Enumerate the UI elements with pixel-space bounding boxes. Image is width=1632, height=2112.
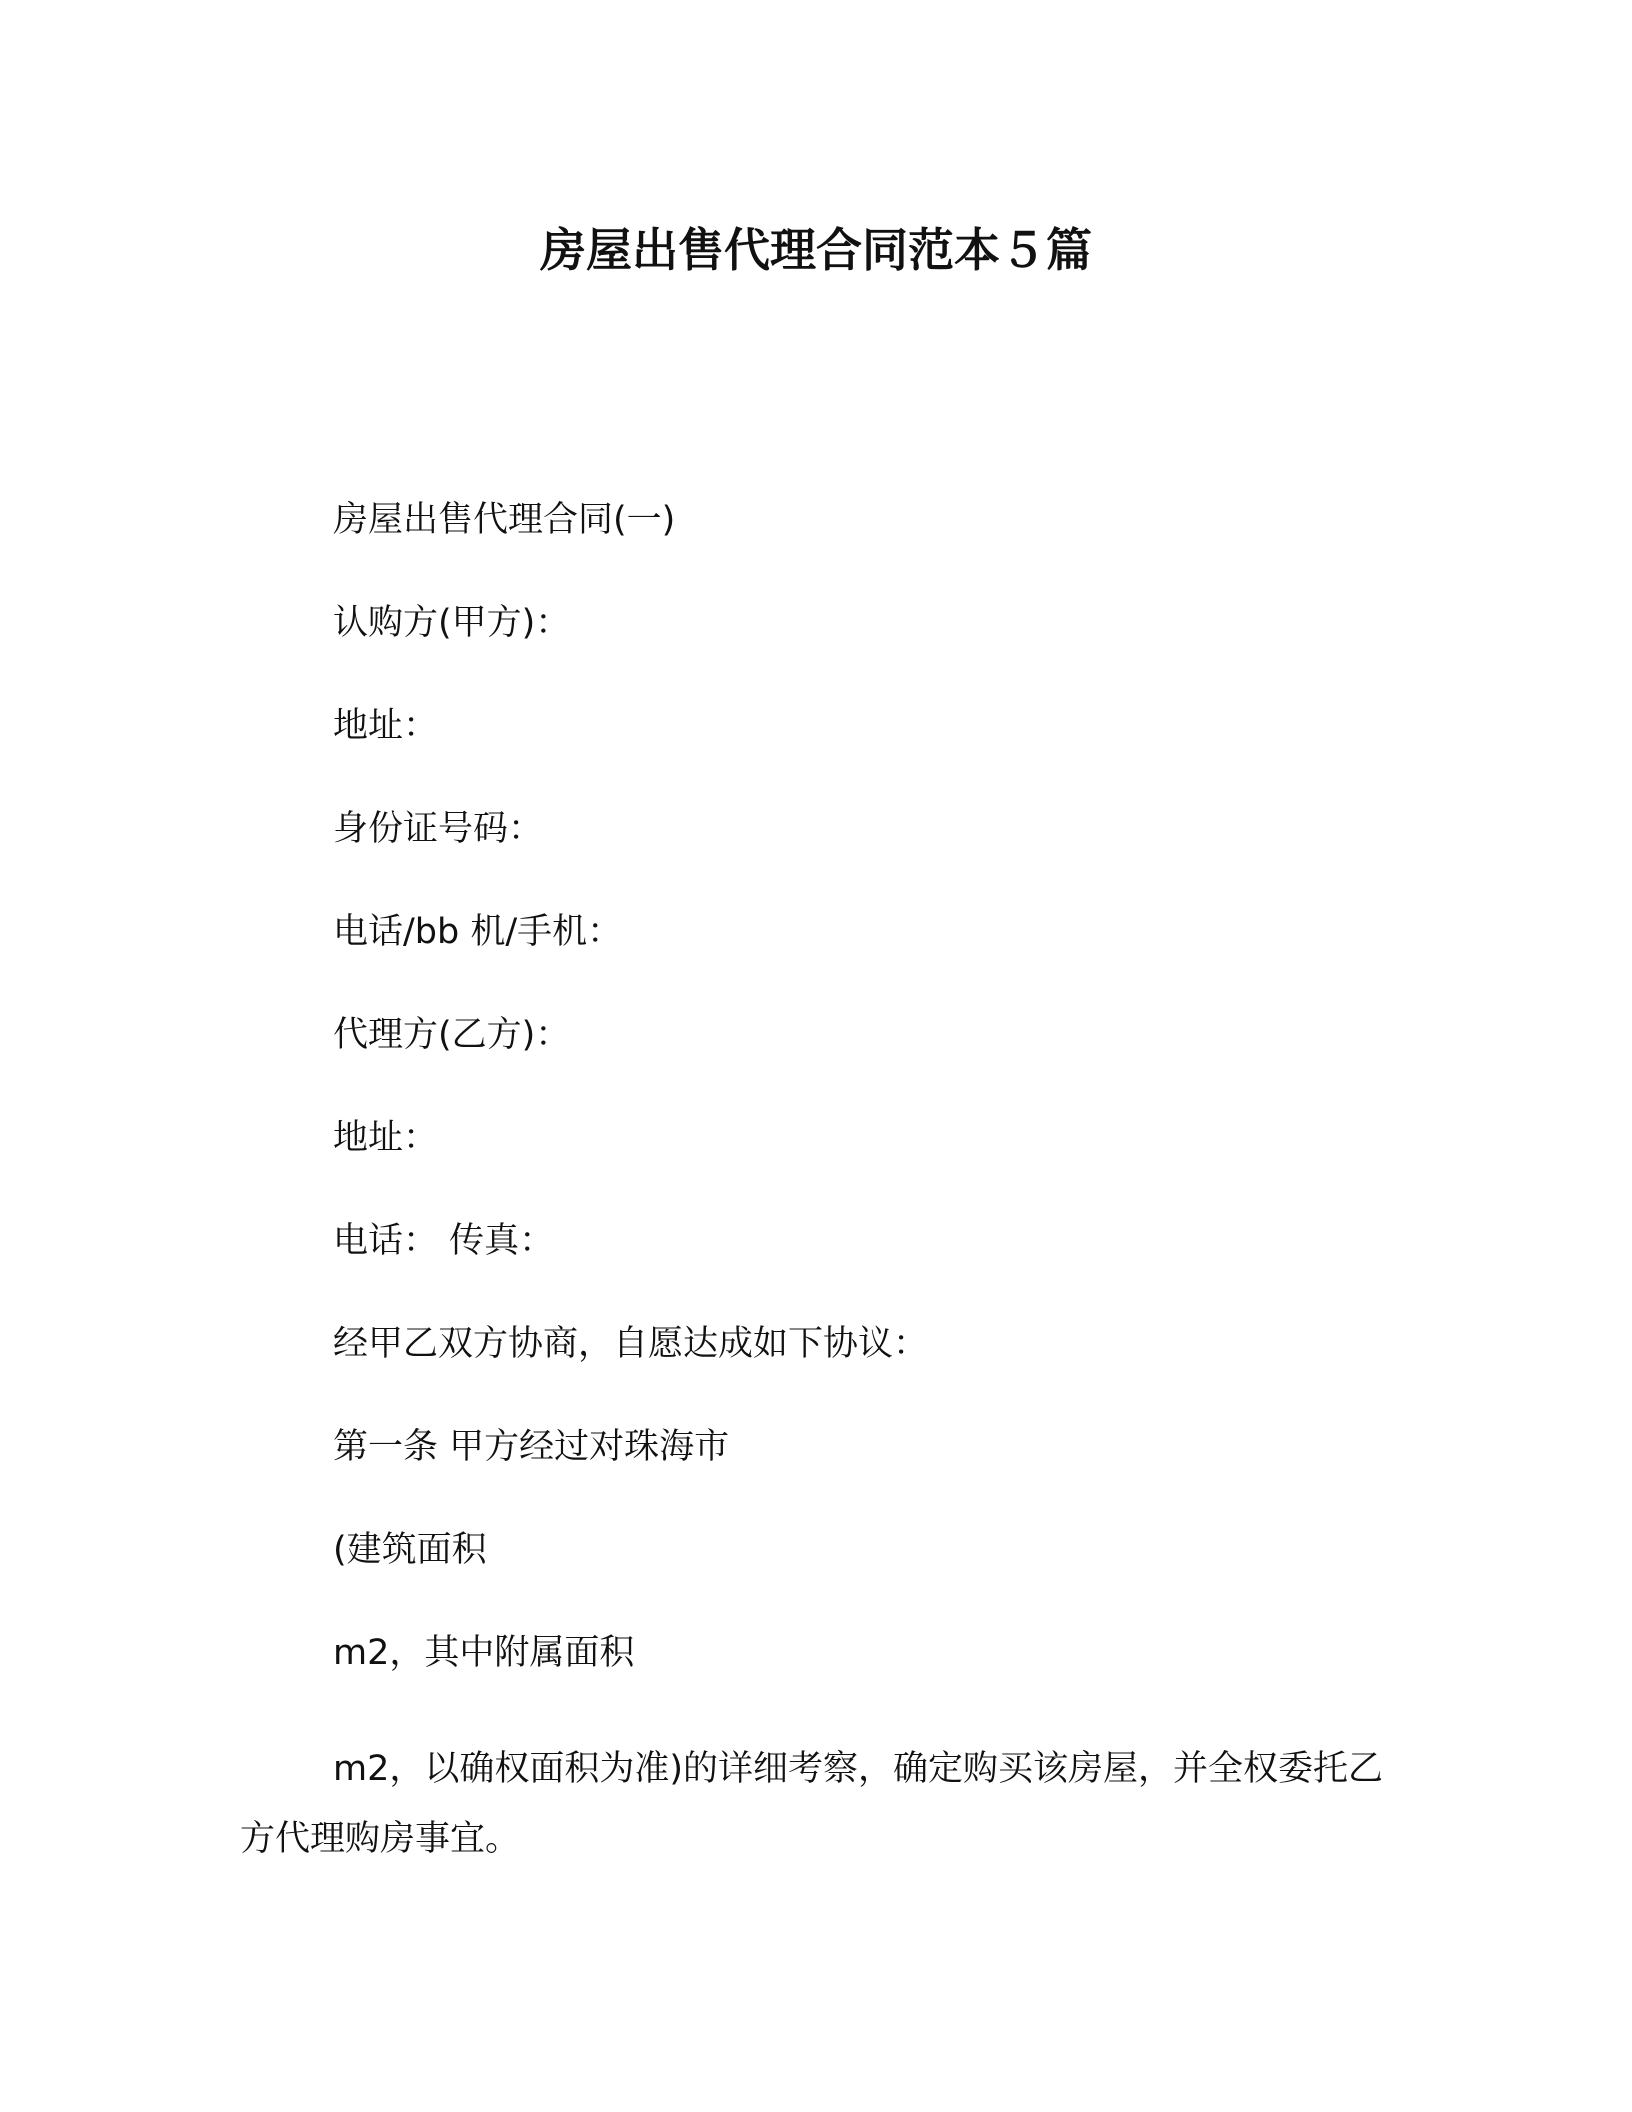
agent-address-label: 地址： xyxy=(333,1118,439,1158)
buyer-party-label: 认购方(甲方)： xyxy=(333,603,571,643)
building-area-line: (建筑面积 xyxy=(333,1530,487,1570)
agreement-intro: 经甲乙双方协商，自愿达成如下协议： xyxy=(333,1324,929,1364)
contract-heading: 房屋出售代理合同(一) xyxy=(333,500,676,540)
phone-label: 电话/bb 机/手机： xyxy=(333,912,623,952)
document-title: 房屋出售代理合同范本５篇 xyxy=(540,223,1092,277)
article-one-line: 第一条 甲方经过对珠海市 xyxy=(333,1427,730,1467)
buyer-address-label: 地址： xyxy=(333,706,439,746)
id-number-label: 身份证号码： xyxy=(333,809,544,849)
phone-fax-label: 电话： 传真： xyxy=(333,1221,555,1261)
article-one-paragraph: m2，以确权面积为准)的详细考察，确定购买该房屋，并全权委托乙方代理购房事宜。 xyxy=(240,1749,1384,1859)
agent-party-label: 代理方(乙方)： xyxy=(333,1015,571,1055)
attached-area-line: m2，其中附属面积 xyxy=(333,1633,635,1673)
